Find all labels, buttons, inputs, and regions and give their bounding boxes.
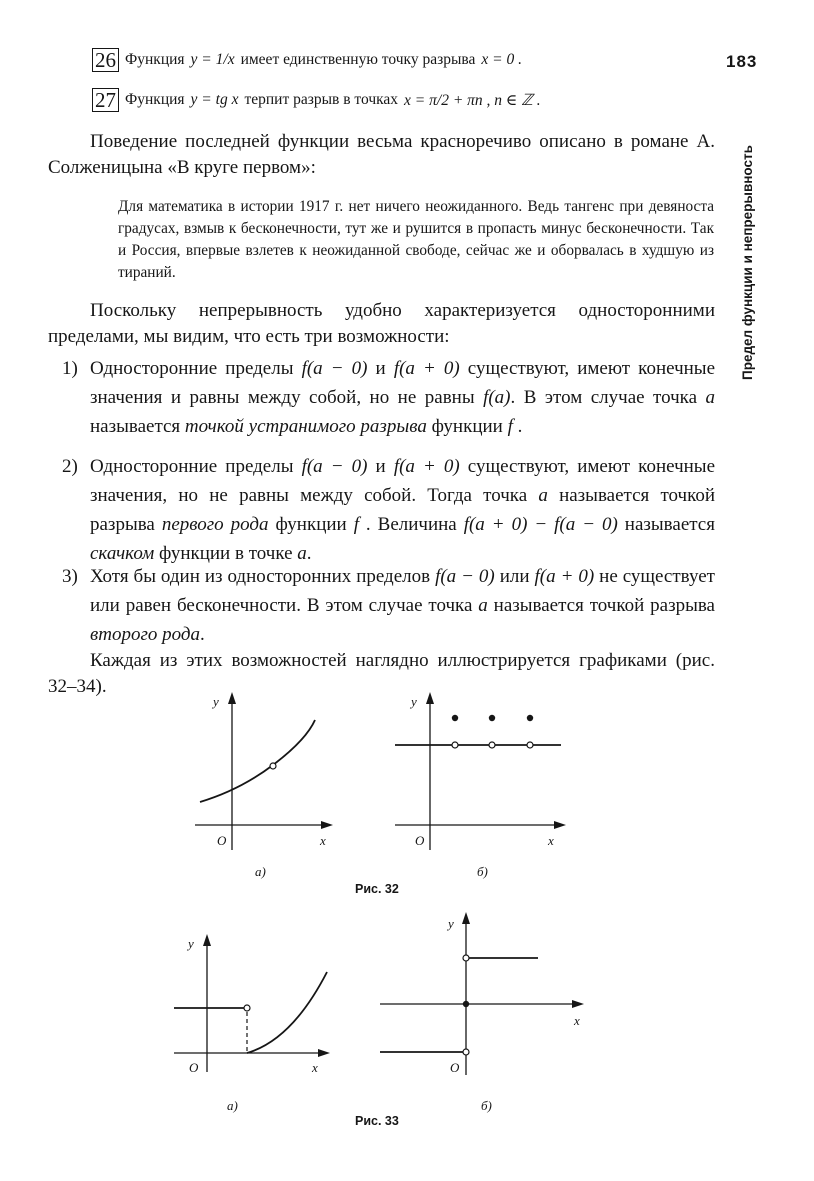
x-arrow [321,821,333,829]
x-arrow [554,821,566,829]
term-second-kind: второго рода [90,624,200,645]
intro-paragraph: Поведение последней функции весьма красноречиво описано в романе А. Солженицына «В круге первом»: [48,131,715,178]
figure-caption: Рис. 32 [355,882,399,896]
hollow-point [527,742,533,748]
exercise-label: Функция [125,91,185,108]
item-number: 3) [62,566,78,587]
hollow-point [489,742,495,748]
x-arrow [572,1000,584,1008]
exercise-tail: x = 0 . [481,51,522,68]
hollow-point [463,1049,469,1055]
filled-point [489,715,495,721]
filled-point [527,715,533,721]
figure-32a [185,690,335,855]
item-number: 2) [62,456,78,477]
list-item-1 [62,354,715,441]
hollow-point [244,1005,250,1011]
subfig-label: а) [255,864,266,879]
term-jump: скачком [90,543,155,564]
running-header: Предел функции и непрерывность [740,145,755,380]
origin-label: O [189,1060,199,1075]
y-label: y [448,916,454,931]
exercise-26 [92,48,522,72]
exercise-formula: y = 1/x [190,51,235,68]
hollow-point [270,763,276,769]
item-text: Односторонние пределы f(a − 0) и f(a + 0) существуют, имеют конечные значения и равны между собой, но не равны f(a). В этом случае точка a называется точкой устранимого разрыва функции f . [90,358,715,437]
figure-33a [172,930,332,1080]
item-number: 1) [62,358,78,379]
y-arrow [426,692,434,704]
subfig-label: б) [481,1098,492,1113]
origin-label: O [217,833,227,848]
origin-label: O [450,1060,460,1075]
x-label: x [312,1060,318,1075]
filled-point [452,715,458,721]
exercise-number: 26 [92,48,119,72]
origin-label: O [415,833,425,848]
exercise-text: имеет единственную точку разрыва [240,51,476,68]
exercise-text: терпит разрыв в точках [244,91,399,108]
y-arrow [228,692,236,704]
y-label: y [213,694,219,709]
x-arrow [318,1049,330,1057]
list-item-3 [62,562,715,649]
list-item-2 [62,452,715,568]
exercise-tail: x = π/2 + πn , n ∈ ℤ . [404,91,541,109]
y-arrow [462,912,470,924]
item-text: Односторонние пределы f(a − 0) и f(a + 0) существуют, имеют конечные значения, но не равны между собой. Тогда точка a называется точкой разрыва первого рода функции f . Величина f(a + 0) − f(a − 0) называется скачком функции в точке a. [90,456,716,564]
item-text: Хотя бы один из односторонних пределов f(a − 0) или f(a + 0) не существует или равен бесконечности. В этом случае точка a называется точкой разрыва второго рода. [90,566,715,645]
subfig-label: а) [227,1098,238,1113]
term-first-kind: первого рода [161,514,269,535]
figure-32b [393,690,568,855]
graph-curve [200,720,315,802]
exercise-number: 27 [92,88,119,112]
hollow-point [463,955,469,961]
filled-point [463,1001,469,1007]
subfig-label: б) [477,864,488,879]
term-removable: точкой устранимого разрыва [184,416,427,437]
exercise-formula: y = tg x [190,91,239,108]
figure-33b [378,910,588,1085]
page-number: 183 [726,52,758,71]
figures-intro: Каждая из этих возможностей наглядно иллюстрируется графиками (рис. 32–34). [48,650,715,697]
x-label: x [574,1013,580,1028]
exercise-27 [92,88,541,112]
figure-caption: Рис. 33 [355,1114,399,1128]
y-arrow [203,934,211,946]
x-label: x [548,833,554,848]
graph-curve [247,972,327,1053]
quote-block: Для математика в истории 1917 г. нет ничего неожиданного. Ведь тангенс при девяноста градусах, взмыв к бесконечности, тут же и рушится в пропасть минус бесконечности. Так и Россия, впервые взлетев к неожиданной свободе, сейчас же и оборвалась в худшую из тираний. [118,198,714,281]
possibilities-intro: Поскольку непрерывность удобно характеризуется односторонними пределами, мы видим, что есть три возможности: [48,300,715,347]
hollow-point [452,742,458,748]
exercise-label: Функция [125,51,185,68]
y-label: y [411,694,417,709]
y-label: y [188,936,194,951]
x-label: x [320,833,326,848]
